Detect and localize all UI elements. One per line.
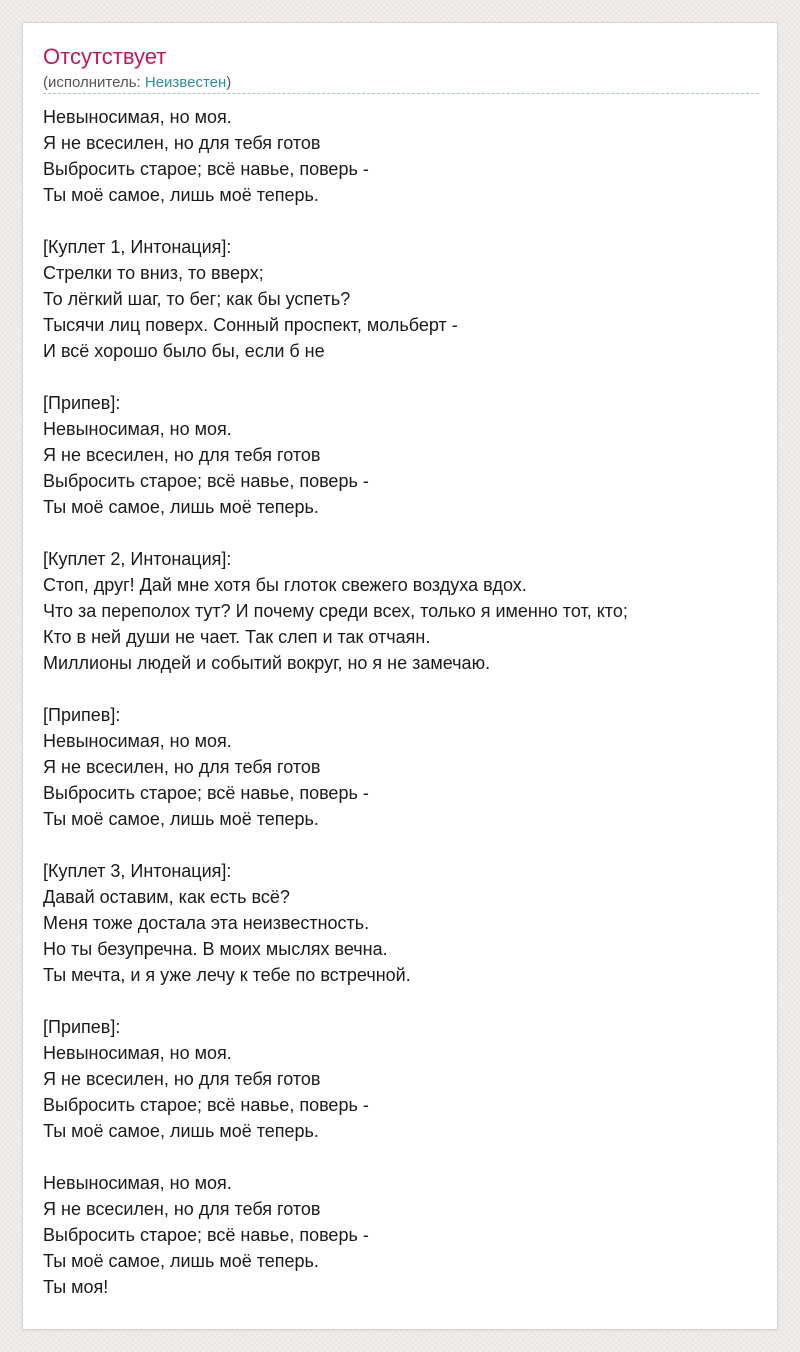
song-title: Отсутствует xyxy=(43,44,167,69)
artist-line xyxy=(43,73,759,94)
artist-suffix: ) xyxy=(226,74,232,91)
artist-link[interactable]: Неизвестен xyxy=(144,74,227,91)
lyrics-text: Невыносимая, но моя. Я не всесилен, но для тебя готов Выбросить старое; всё навье, поверь - Ты моё самое, лишь моё теперь. [Куплет 1, Интонация]: Стрелки то вниз, то вверх; То лёгкий шаг, то бег; как бы успеть? Тысячи лиц поверх. Сонный проспект, мольберт - И всё хорошо было бы, если б не [Припев]: Невыносимая, но моя. Я не всесилен, но для тебя готов Выбросить старое; всё навье, поверь - Ты моё самое, лишь моё теперь. [Куплет 2, Интонация]: Стоп, друг! Дай мне хотя бы глоток свежего воздуха вдох. Что за переполох тут? И почему среди всех, только я именно тот, кто; Кто в ней души не чает. Так слеп и так отчаян. Миллионы людей и событий вокруг, но я не замечаю. [Припев]: Невыносимая, но моя. Я не всесилен, но для тебя готов Выбросить старое; всё навье, поверь - Ты моё самое, лишь моё теперь. [Куплет 3, Интонация]: Давай оставим, как есть всё? Меня тоже достала эта неизвестность. Но ты безупречна. В моих мыслях вечна. Ты мечта, и я уже лечу к тебе по встречной. [Припев]: Невыносимая, но моя. Я не всесилен, но для тебя готов Выбросить старое; всё навье, поверь - Ты моё самое, лишь моё теперь. Невыносимая, но моя. Я не всесилен, но для тебя готов Выбросить старое; всё навье, поверь - Ты моё самое, лишь моё теперь. Ты моя! xyxy=(43,107,628,1297)
lyrics-card xyxy=(22,22,778,1330)
artist-prefix: (исполнитель: xyxy=(43,74,145,91)
